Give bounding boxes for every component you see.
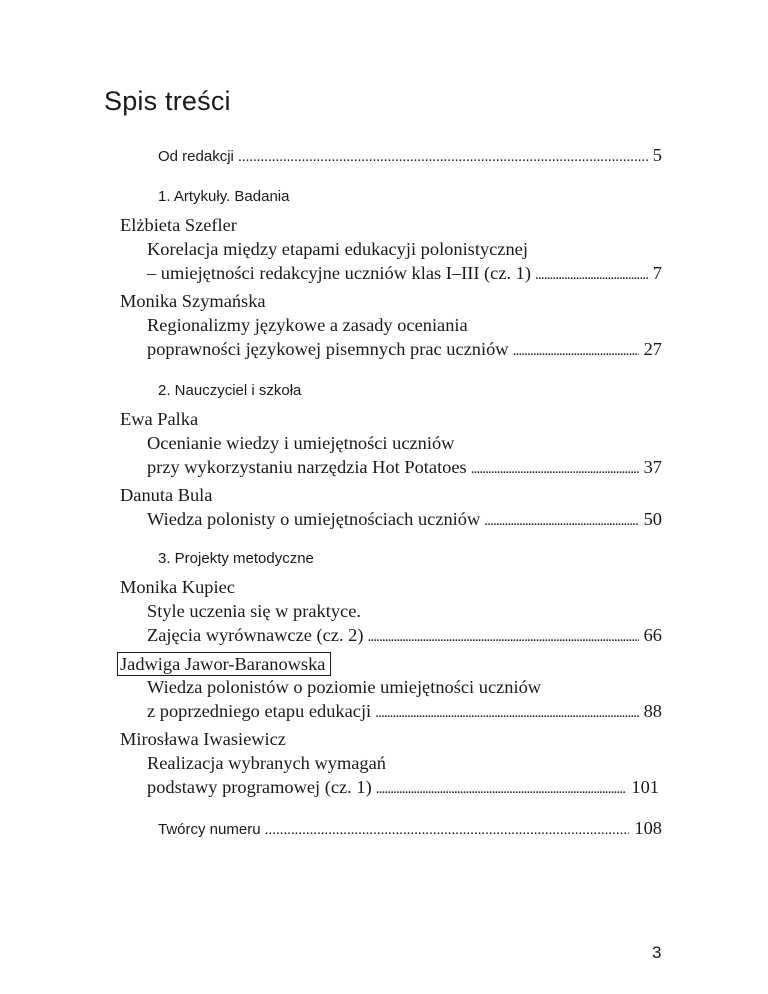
- section-heading: 2. Nauczyciel i szkoła: [158, 382, 302, 399]
- toc-title-last-line: podstawy programowej (cz. 1): [147, 777, 372, 797]
- toc-page-number: 101: [631, 777, 659, 797]
- section-heading: 3. Projekty metodyczne: [158, 550, 314, 567]
- toc-author: Elżbieta Szefler: [120, 215, 237, 235]
- toc-title-last-line: Wiedza polonisty o umiejętnościach uczniów: [147, 509, 481, 529]
- toc-page-number: 7: [652, 263, 662, 283]
- toc-author: Mirosława Iwasiewicz: [120, 729, 286, 749]
- toc-title-line: Ocenianie wiedzy i umiejętności uczniów: [147, 433, 455, 453]
- dot-leader: [513, 340, 639, 362]
- toc-page-number: 27: [643, 339, 662, 359]
- toc-entry-editorial[interactable]: [158, 144, 662, 166]
- toc-entry[interactable]: [147, 624, 662, 646]
- toc-author: Ewa Palka: [120, 409, 199, 429]
- toc-author: Danuta Bula: [120, 485, 213, 505]
- dot-leader: [367, 626, 638, 648]
- dot-leader: [484, 510, 638, 532]
- toc-entry-contributors[interactable]: [158, 817, 662, 839]
- dot-leader: [471, 458, 639, 480]
- toc-title-last-line: przy wykorzystaniu narzędzia Hot Potatoes: [147, 457, 467, 477]
- toc-author: Monika Kupiec: [120, 577, 235, 597]
- toc-title-last-line: – umiejętności redakcyjne uczniów klas I–III (cz. 1): [147, 263, 532, 283]
- toc-page-number: 50: [643, 509, 662, 529]
- toc-author-selected[interactable]: Jadwiga Jawor-Baranowska: [117, 652, 331, 676]
- toc-title-line: Korelacja między etapami edukacyji polonistycznej: [147, 239, 528, 259]
- dot-leader: [238, 146, 648, 168]
- toc-entry[interactable]: [147, 262, 662, 284]
- toc-page-number: 5: [652, 145, 662, 165]
- toc-title-line: Style uczenia się w praktyce.: [147, 601, 361, 621]
- toc-entry[interactable]: [147, 776, 659, 798]
- dot-leader: [265, 819, 630, 841]
- dot-leader: [535, 264, 648, 286]
- toc-title-last-line: poprawności językowej pisemnych prac uczniów: [147, 339, 509, 359]
- toc-entry-label: Twórcy numeru: [158, 821, 261, 838]
- toc-page-number: 37: [643, 457, 662, 477]
- toc-page-number: 88: [643, 701, 662, 721]
- toc-title-line: Regionalizmy językowe a zasady oceniania: [147, 315, 468, 335]
- section-heading: 1. Artykuły. Badania: [158, 188, 290, 205]
- toc-title-line: Wiedza polonistów o poziomie umiejętności uczniów: [147, 677, 542, 697]
- toc-page-number: 108: [634, 818, 662, 838]
- page-title: Spis treści: [104, 86, 231, 116]
- toc-entry[interactable]: [147, 508, 662, 530]
- toc-entry[interactable]: [147, 338, 662, 360]
- dot-leader: [376, 778, 627, 800]
- toc-title-last-line: Zajęcia wyrównawcze (cz. 2): [147, 625, 364, 645]
- toc-title-last-line: z poprzedniego etapu edukacji: [147, 701, 372, 721]
- footer-page-number: 3: [652, 943, 662, 962]
- toc-entry[interactable]: [147, 700, 662, 722]
- toc-entry[interactable]: [147, 456, 662, 478]
- toc-entry-label: Od redakcji: [158, 148, 234, 165]
- toc-page-number: 66: [643, 625, 662, 645]
- dot-leader: [375, 702, 638, 724]
- toc-title-line: Realizacja wybranych wymagań: [147, 753, 386, 773]
- toc-author: Monika Szymańska: [120, 291, 266, 311]
